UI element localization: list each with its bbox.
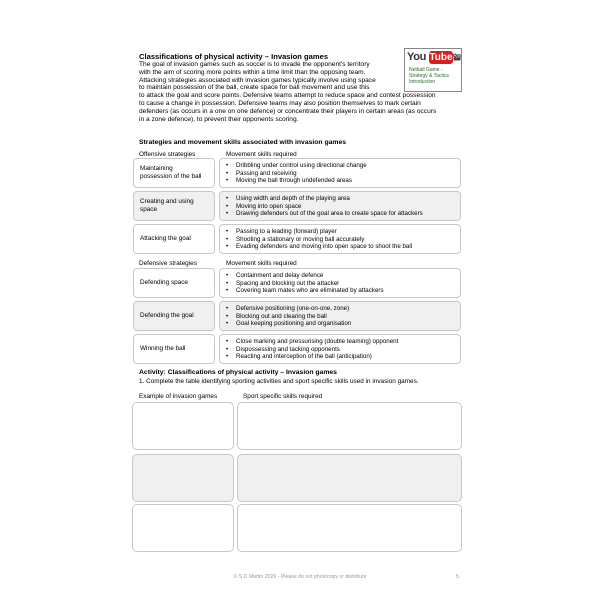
offensive-strategies-header: Offensive strategies [139, 151, 196, 158]
page-number: 5 [456, 574, 459, 580]
strategy-label [134, 235, 214, 243]
strategy-label [134, 165, 214, 181]
skill-item: • Defensive positioning (one-on-one, zone) [226, 305, 351, 313]
strategy-cell [133, 301, 215, 331]
strategy-label-line: Winning the ball [140, 345, 186, 352]
answer-box-skills[interactable] [237, 454, 462, 502]
youtube-logo [407, 51, 457, 65]
video-caption-line: Strategy & Tactics [409, 73, 449, 79]
skill-item: • Containment and delay defence [226, 272, 384, 280]
strategy-label-line: Creating and using [140, 198, 194, 205]
video-caption-line: Introduction [409, 79, 436, 85]
intro-line: in a zone defence), to prevent their opponents scoring. [139, 115, 299, 123]
skills-cell [219, 268, 461, 298]
skill-item: • Dribbling under control using directional change [226, 162, 367, 170]
strategy-label-line: Defending the goal [140, 312, 194, 319]
strategy-label-line: possession of the ball [140, 173, 202, 180]
skill-item: • Covering team mates who are eliminated by attackers [226, 287, 384, 295]
intro-line: to maintain possession of the ball, create space for ball movement and use this [139, 84, 370, 92]
answer-box-game[interactable] [132, 454, 234, 502]
strategy-cell [133, 268, 215, 298]
skill-item: • Drawing defenders out of the goal area to create space for attackers [226, 210, 423, 218]
intro-line: The goal of invasion games such as soccer is to invade the opponent's territory [139, 61, 370, 68]
skill-item: • Passing to a leading (forward) player [226, 228, 412, 236]
video-caption-line: Netball Game - [409, 67, 443, 73]
skills-cell [219, 191, 461, 221]
video-caption [409, 67, 461, 85]
activity-title: Activity: Classifications of physical activity – Invasion games [139, 369, 337, 376]
strategy-cell [133, 224, 215, 254]
skill-item: • Close marking and pressurising (double teaming) opponent [226, 338, 398, 346]
strategy-label [134, 312, 214, 320]
offensive-skills-header: Movement skills required [226, 151, 297, 158]
answer-box-skills[interactable] [237, 402, 462, 450]
strategy-label-line: space [140, 206, 158, 213]
skill-item: • Blocking out and clearing the ball [226, 313, 351, 321]
page-title: Classifications of physical activity – Invasion games [139, 52, 329, 61]
skills-list [226, 338, 398, 361]
skill-item: • Spacing and blocking out the attacker [226, 280, 384, 288]
copyright-footer: © S D Martin 2026 - Please do not photocopy or distribute [233, 574, 367, 580]
intro-line: to attack the goal and score points. Defensive teams attempt to reduce space and contest possession [139, 92, 436, 100]
skills-list [226, 228, 412, 251]
activity-col-games-header: Example of invasion games [139, 393, 218, 400]
skill-item: • Shooting a stationary or moving ball accurately [226, 236, 412, 244]
defensive-strategies-header: Defensive strategies [139, 260, 197, 267]
skills-cell [219, 334, 461, 364]
strategy-label [134, 198, 214, 214]
skill-item: • Moving into open space [226, 203, 423, 211]
intro-line: with the aim of scoring more points within a time limit than the opposing team. [139, 68, 366, 76]
skills-list [226, 272, 384, 295]
activity-question: 1. Complete the table identifying sporting activities and sport specific skills used in invasion games. [139, 378, 419, 385]
strategies-section-title: Strategies and movement skills associated with invasion games [139, 139, 347, 146]
film-reel-icon [452, 50, 462, 64]
skill-item: • Using width and depth of the playing area [226, 195, 423, 203]
activity-col-skills-header: Sport specific skills required [243, 393, 323, 400]
skill-item: • Moving the ball through undefended areas [226, 177, 367, 185]
intro-line: to cause a change in possession. Defensive teams may also position themselves to mark certain [139, 99, 421, 107]
skills-list [226, 305, 351, 328]
skills-list [226, 162, 367, 185]
skill-item: • Reacting and interception of the ball (anticipation) [226, 353, 398, 361]
intro-line: Attacking strategies associated with invasion games typically involve using space [139, 76, 376, 84]
skill-item: • Goal keeping positioning and organisation [226, 320, 351, 328]
strategy-label-line: Defending space [140, 279, 188, 286]
strategy-cell [133, 334, 215, 364]
answer-box-skills[interactable] [237, 504, 462, 552]
skills-list [226, 195, 423, 218]
strategy-label [134, 279, 214, 287]
skill-item: • Passing and receiving [226, 170, 367, 178]
youtube-logo-tube: Tube [429, 52, 453, 63]
youtube-video-link[interactable] [404, 48, 462, 92]
answer-box-game[interactable] [132, 402, 234, 450]
defensive-skills-header: Movement skills required [226, 260, 297, 267]
youtube-logo-you: You [407, 51, 427, 63]
skill-item: • Evading defenders and moving into open space to shoot the ball [226, 243, 412, 251]
skills-cell [219, 224, 461, 254]
strategy-label-line: Attacking the goal [140, 235, 191, 242]
strategy-cell [133, 191, 215, 221]
strategy-cell [133, 158, 215, 188]
skill-item: • Dispossessing and tacking opponents [226, 346, 398, 354]
answer-box-game[interactable] [132, 504, 234, 552]
skills-cell [219, 301, 461, 331]
strategy-label [134, 345, 214, 353]
skills-cell [219, 158, 461, 188]
intro-line: defenders (as occurs in a one on one defence) or concentrate their players in certain areas (as occurs [139, 107, 437, 115]
strategy-label-line: Maintaining [140, 165, 173, 172]
